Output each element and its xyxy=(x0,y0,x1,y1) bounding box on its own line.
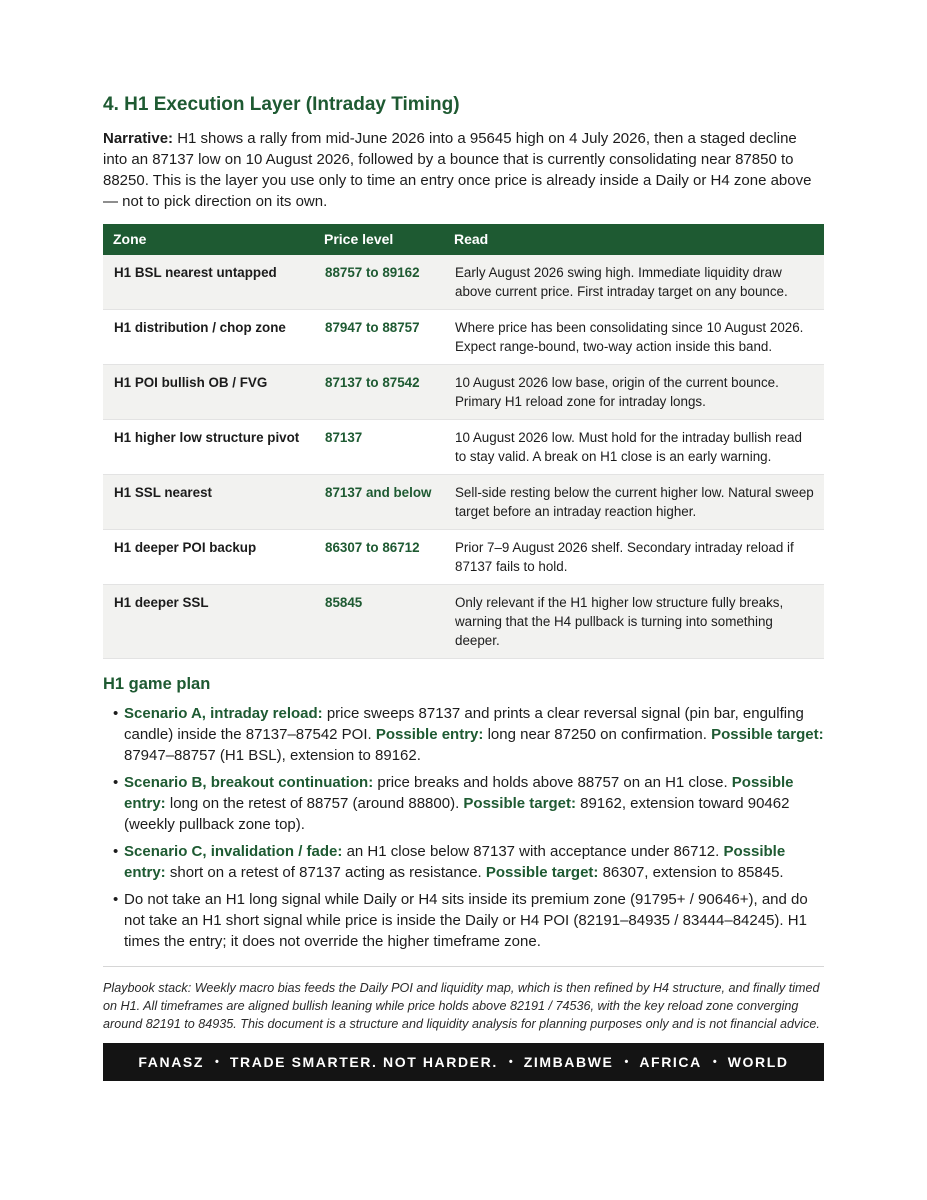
zones-table xyxy=(103,224,824,659)
price-cell: 88757 to 89162 xyxy=(314,255,444,310)
game-plan-list xyxy=(103,703,824,952)
table-row xyxy=(103,585,824,659)
scenario-c-entry-label: Possible entry: xyxy=(124,843,786,881)
price-cell: 87947 to 88757 xyxy=(314,310,444,365)
list-item-scenario-c xyxy=(103,841,824,883)
footnote-divider xyxy=(103,966,824,967)
scenario-c-label: Scenario C, invalidation / fade: xyxy=(124,843,343,860)
bullet-glyph: • xyxy=(113,774,119,791)
scenario-c-text: an H1 close below 87137 with acceptance under 86712. xyxy=(346,843,720,860)
read-cell: Sell-side resting below the current higher low. Natural sweep target before an intraday reaction higher. xyxy=(444,475,824,530)
read-cell: Where price has been consolidating since 10 August 2026. Expect range-bound, two-way action inside this band. xyxy=(444,310,824,365)
zone-cell: H1 SSL nearest xyxy=(103,475,314,530)
scenario-a-label: Scenario A, intraday reload: xyxy=(124,705,323,722)
scenario-c-target-label: Possible target: xyxy=(485,864,599,881)
banner-continent: AFRICA xyxy=(639,1054,702,1070)
narrative-paragraph xyxy=(103,128,824,212)
banner-separator: • xyxy=(508,1056,513,1068)
narrative-text: H1 shows a rally from mid-June 2026 into a 95645 high on 4 July 2026, then a staged decline into an 87137 low on 10 August 2026, followed by a bounce that is currently consolidating near 87850 to 88250. This is the layer you use only to time an entry once price is already inside a Daily or H4 zone above — not to pick direction on its own. xyxy=(103,130,812,210)
scenario-b-target-label: Possible target: xyxy=(463,795,576,812)
section-title: 4. H1 Execution Layer (Intraday Timing) xyxy=(103,94,460,115)
banner-tagline: TRADE SMARTER. NOT HARDER. xyxy=(229,1054,498,1070)
scenario-a-target-label: Possible target: xyxy=(711,726,824,743)
scenario-b-label: Scenario B, breakout continuation: xyxy=(124,774,374,791)
bullet-glyph: • xyxy=(113,891,119,908)
table-row xyxy=(103,475,824,530)
banner-separator: • xyxy=(712,1056,717,1068)
scenario-b-text: price breaks and holds above 88757 on an H1 close. xyxy=(377,774,728,791)
header-zone: Zone xyxy=(103,224,314,255)
price-cell: 87137 xyxy=(314,420,444,475)
read-cell: 10 August 2026 low base, origin of the current bounce. Primary H1 reload zone for intraday longs. xyxy=(444,365,824,420)
narrative-label: Narrative: xyxy=(103,130,174,147)
list-item-scenario-b xyxy=(103,772,824,835)
list-item-scenario-a xyxy=(103,703,824,766)
price-cell: 85845 xyxy=(314,585,444,659)
table-row xyxy=(103,310,824,365)
header-read: Read xyxy=(444,224,824,255)
read-cell: Early August 2026 swing high. Immediate liquidity draw above current price. First intraday target on any bounce. xyxy=(444,255,824,310)
bullet-glyph: • xyxy=(113,705,119,722)
price-cell: 87137 to 87542 xyxy=(314,365,444,420)
scenario-a-entry-text: long near 87250 on confirmation. xyxy=(487,726,707,743)
header-price-level: Price level xyxy=(314,224,444,255)
read-cell: Prior 7–9 August 2026 shelf. Secondary intraday reload if 87137 fails to hold. xyxy=(444,530,824,585)
price-cell: 86307 to 86712 xyxy=(314,530,444,585)
caution-text: Do not take an H1 long signal while Daily or H4 sits inside its premium zone (91795+ / 90646+), and do not take an H1 short signal while price is inside the Daily or H4 POI (82191–84935 / 83444–84245). H1 times the entry; it does not override the higher timeframe zone. xyxy=(124,891,808,950)
game-plan-title: H1 game plan xyxy=(103,675,211,693)
table-header-row xyxy=(103,224,824,255)
zone-cell: H1 higher low structure pivot xyxy=(103,420,314,475)
banner-brand: FANASZ xyxy=(138,1054,205,1070)
table-row xyxy=(103,255,824,310)
zone-cell: H1 POI bullish OB / FVG xyxy=(103,365,314,420)
footnote: Playbook stack: Weekly macro bias feeds the Daily POI and liquidity map, which is then refined by H4 structure, and finally timed on H1. All timeframes are aligned bullish leaning while price holds above 82191 / 74536, with the key reload zone converging around 82191 to 84935. This document is a structure and liquidity analysis for planning purposes only and is not financial advice. xyxy=(103,981,820,1031)
scenario-c-entry-text: short on a retest of 87137 acting as resistance. xyxy=(169,864,482,881)
scenario-a-target-text: 87947–88757 (H1 BSL), extension to 89162. xyxy=(124,747,421,764)
scenario-a-entry-label: Possible entry: xyxy=(375,726,484,743)
zone-cell: H1 deeper POI backup xyxy=(103,530,314,585)
banner-country: ZIMBABWE xyxy=(523,1054,614,1070)
scenario-b-entry-label: Possible entry: xyxy=(124,774,794,812)
scenario-a-text: price sweeps 87137 and prints a clear reversal signal (pin bar, engulfing candle) inside the 87137–87542 POI. xyxy=(124,705,804,743)
scenario-b-target-text: 89162, extension toward 90462 (weekly pullback zone top). xyxy=(124,795,790,833)
banner-separator: • xyxy=(624,1056,629,1068)
zone-cell: H1 distribution / chop zone xyxy=(103,310,314,365)
zone-cell: H1 BSL nearest untapped xyxy=(103,255,314,310)
read-cell: 10 August 2026 low. Must hold for the intraday bullish read to stay valid. A break on H1 close is an early warning. xyxy=(444,420,824,475)
bullet-glyph: • xyxy=(113,843,119,860)
list-item-caution xyxy=(103,889,824,952)
table-row xyxy=(103,365,824,420)
table-row xyxy=(103,420,824,475)
read-cell: Only relevant if the H1 higher low structure fully breaks, warning that the H4 pullback is turning into something deeper. xyxy=(444,585,824,659)
document-page xyxy=(103,92,824,1081)
scenario-b-entry-text: long on the retest of 88757 (around 88800). xyxy=(169,795,460,812)
scenario-c-target-text: 86307, extension to 85845. xyxy=(602,864,784,881)
zone-cell: H1 deeper SSL xyxy=(103,585,314,659)
table-row xyxy=(103,530,824,585)
footer-banner xyxy=(103,1043,824,1081)
price-cell: 87137 and below xyxy=(314,475,444,530)
banner-separator: • xyxy=(215,1056,219,1068)
banner-world: WORLD xyxy=(727,1054,789,1070)
